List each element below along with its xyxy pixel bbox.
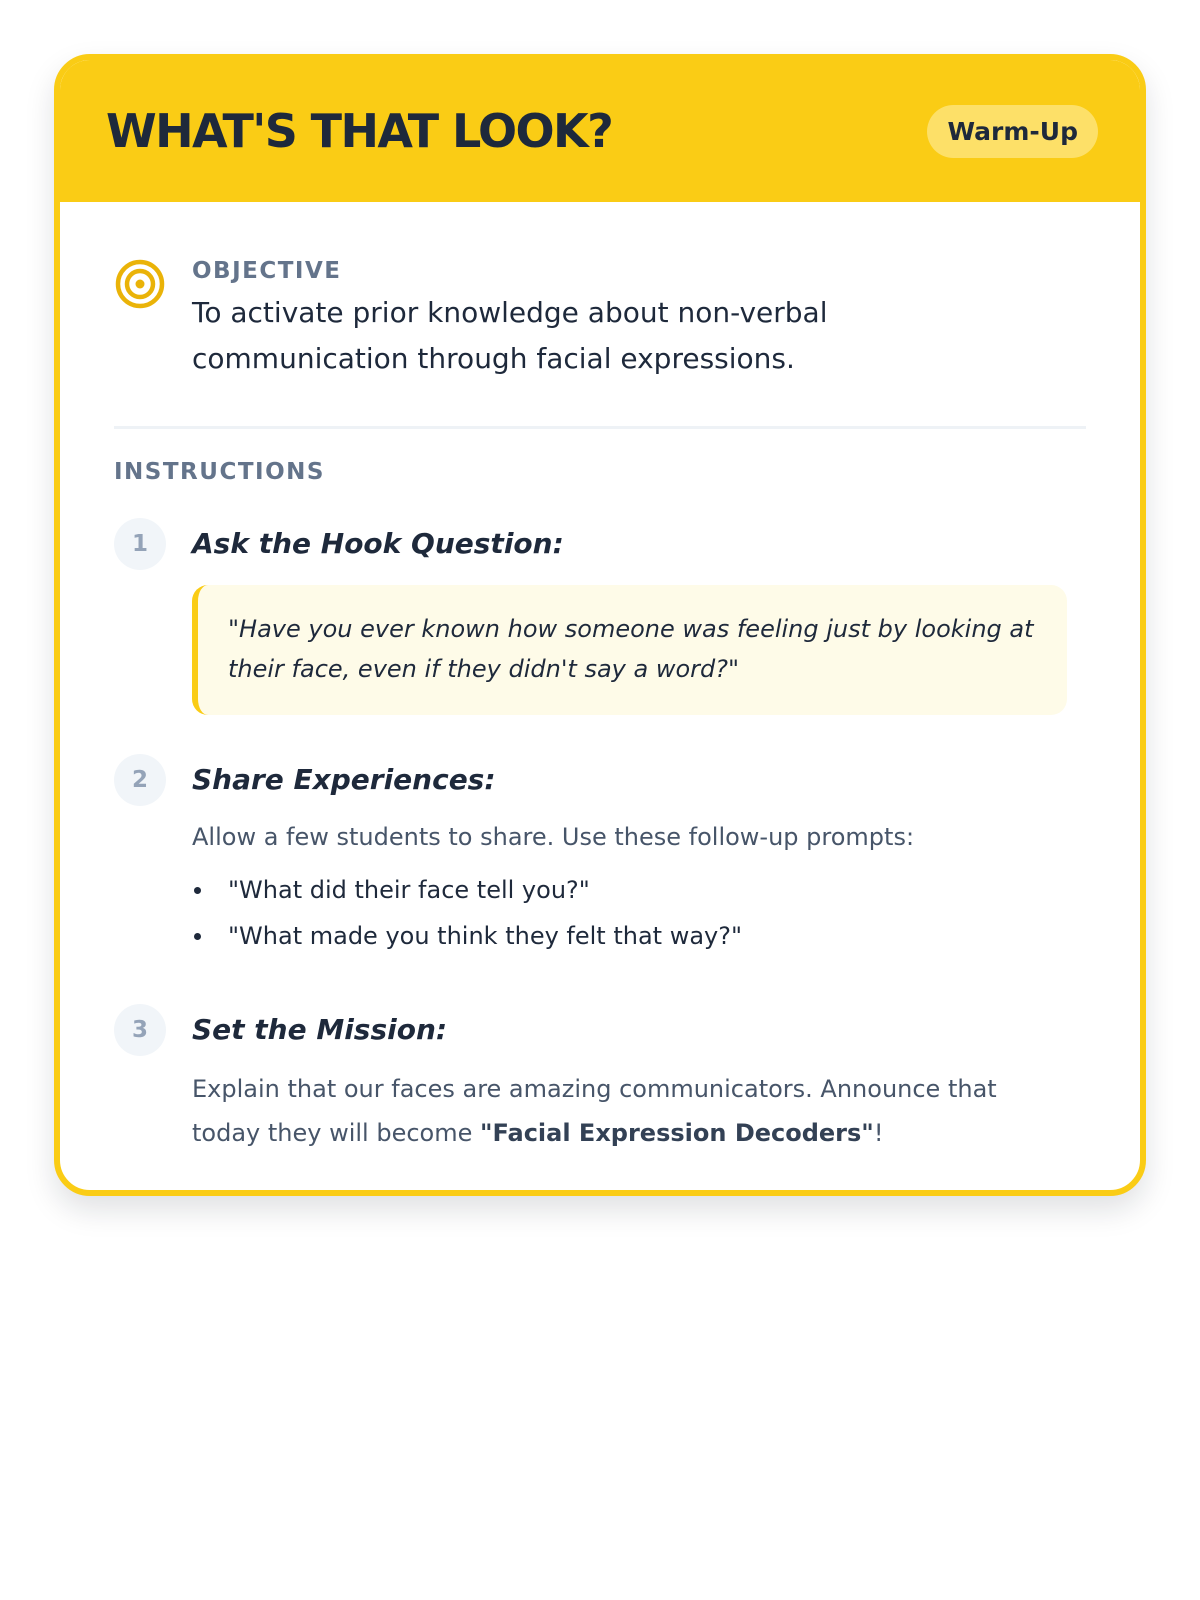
follow-up-prompts: [192, 867, 1086, 959]
step-2: [114, 755, 1086, 959]
target-icon: [114, 258, 166, 310]
card-body: [60, 202, 1140, 1155]
step-number: 2: [114, 754, 166, 806]
step-number: 3: [114, 1004, 166, 1056]
objective-description: To activate prior knowledge about non-verbal communication through facial expressions.: [192, 296, 828, 375]
list-item: "What made you think they felt that way?": [228, 913, 1086, 959]
step-number: 1: [114, 518, 166, 570]
step-title: Ask the Hook Question:: [192, 527, 564, 560]
mission-text: Explain that our faces are amazing communicators. Announce that today they will become: [192, 1075, 997, 1147]
step-title: Share Experiences:: [192, 763, 496, 796]
mission-suffix: !: [873, 1119, 884, 1147]
instructions-label: INSTRUCTIONS: [114, 459, 325, 485]
step-description: Allow a few students to share. Use these follow-up prompts:: [192, 823, 915, 851]
warm-up-badge: Warm-Up: [927, 105, 1098, 158]
warm-up-card: [54, 54, 1146, 1196]
card-title: WHAT'S THAT LOOK?: [106, 104, 613, 158]
step-3: [114, 1005, 1086, 1155]
objective-section: [114, 258, 1086, 382]
objective-text-block: [192, 258, 1027, 382]
divider: [114, 426, 1086, 429]
objective-label: OBJECTIVE: [192, 258, 342, 284]
step-description: [192, 1067, 1072, 1155]
step-title: Set the Mission:: [192, 1013, 448, 1046]
card-header: [60, 60, 1140, 202]
list-item: "What did their face tell you?": [228, 867, 1086, 913]
step-1: [114, 519, 1086, 715]
hook-question-quote: "Have you ever known how someone was feeling just by looking at their face, even if they didn't say a word?": [192, 585, 1067, 715]
mission-emphasis: "Facial Expression Decoders": [480, 1119, 874, 1147]
instructions-steps: [114, 519, 1086, 1155]
